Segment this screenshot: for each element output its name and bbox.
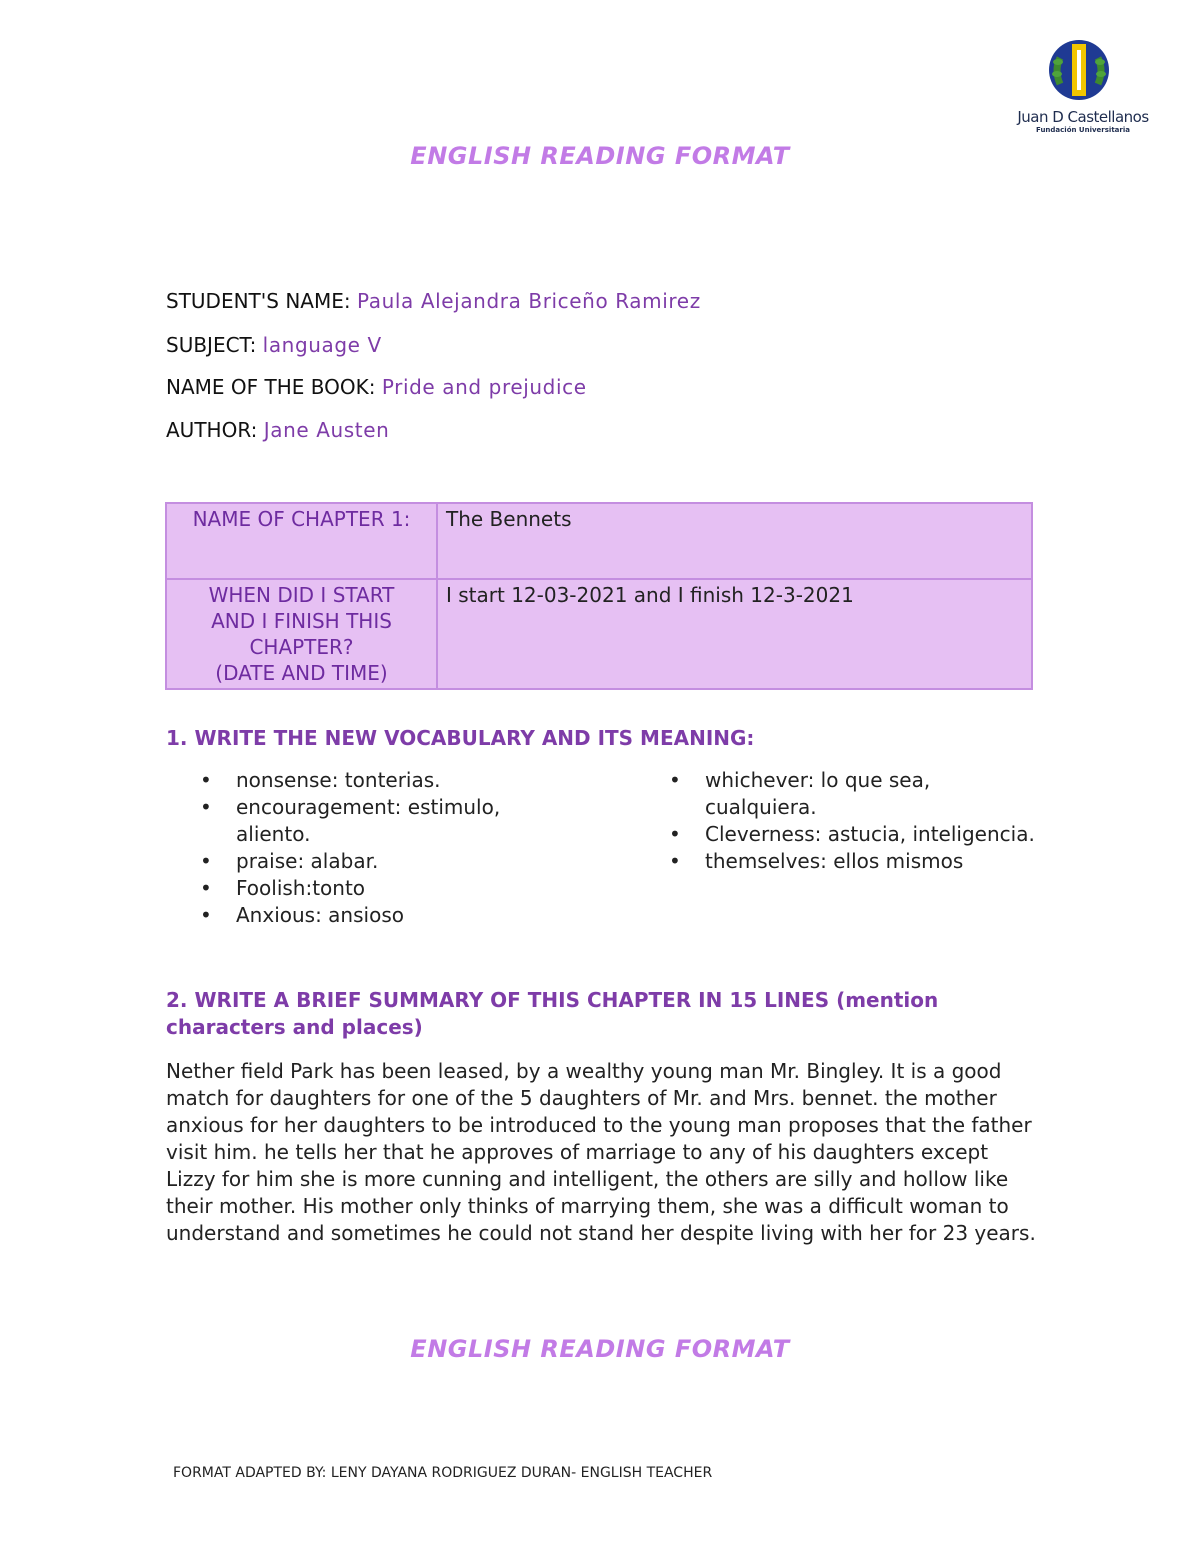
- subject-label: SUBJECT:: [166, 333, 257, 357]
- list-item: • themselves: ellos mismos: [635, 848, 1035, 875]
- list-item: • whichever: lo que sea, cualquiera.: [635, 767, 1035, 821]
- vocabulary-list-right: [635, 767, 1035, 875]
- book-label: NAME OF THE BOOK:: [166, 375, 376, 399]
- dates-value: I start 12-03-2021 and I finish 12-3-2021: [437, 579, 1032, 689]
- chapter-table: [165, 502, 1033, 690]
- footer-title: ENGLISH READING FORMAT: [410, 1335, 790, 1363]
- list-item: • Anxious: ansioso: [166, 902, 566, 929]
- dates-label-line: CHAPTER?: [249, 635, 354, 659]
- subject-value: language V: [262, 333, 382, 357]
- dates-label-line: (DATE AND TIME): [215, 661, 388, 685]
- chapter-label: NAME OF CHAPTER 1:: [166, 503, 437, 579]
- logo-name: Juan D Castellanos: [1017, 108, 1149, 126]
- list-item: • encouragement: estimulo, aliento.: [166, 794, 566, 848]
- dates-row: [166, 579, 1032, 689]
- logo-subtitle: Fundación Universitaria: [1036, 126, 1130, 134]
- dates-label-line: WHEN DID I START: [208, 583, 395, 607]
- summary-heading: 2. WRITE A BRIEF SUMMARY OF THIS CHAPTER IN 15 LINES (mention characters and places): [166, 988, 939, 1039]
- vocabulary-heading: 1. WRITE THE NEW VOCABULARY AND ITS MEANING:: [166, 726, 755, 750]
- subject-line: [166, 333, 382, 357]
- chapter-value: The Bennets: [437, 503, 1032, 579]
- author-line: AUTHOR: Jane Austen: [166, 418, 390, 442]
- dates-label: [166, 579, 437, 689]
- dates-label-line: AND I FINISH THIS: [211, 609, 392, 633]
- list-item: • nonsense: tonterias.: [166, 767, 566, 794]
- university-logo: [1008, 38, 1158, 158]
- book-value: Pride and prejudice: [381, 375, 587, 399]
- chapter-row: [166, 503, 1032, 579]
- summary-text: Nether field Park has been leased, by a wealthy young man Mr. Bingley. It is a good match for daughters for one of the 5 daughters of Mr. and Mrs. bennet. the mother anxious for her daughters to be introduced to the young man proposes that the father visit him. he tells her that he approves of marriage to any of his daughters except Lizzy for him she is more cunning and intelligent, the others are silly and hollow like their mother. His mother only thinks of marrying them, she was a difficult woman to understand and sometimes he could not stand her despite living with her for 23 years.: [166, 1059, 1036, 1245]
- student-name-value: Paula Alejandra Briceño Ramirez: [356, 289, 701, 313]
- list-item: • Cleverness: astucia, inteligencia.: [635, 821, 1035, 848]
- page-title: ENGLISH READING FORMAT: [410, 142, 790, 170]
- list-item: • praise: alabar.: [166, 848, 566, 875]
- author-value: Jane Austen: [263, 418, 390, 442]
- list-item: • Foolish:tonto: [166, 875, 566, 902]
- vocabulary-list-left: [166, 767, 566, 929]
- logo-emblem-icon: [1008, 38, 1158, 108]
- author-label: AUTHOR: [166, 418, 251, 442]
- book-line: [166, 375, 587, 399]
- student-name-line: [166, 289, 701, 313]
- footer-credit: FORMAT ADAPTED BY: LENY DAYANA RODRIGUEZ DURAN- ENGLISH TEACHER: [173, 1465, 713, 1481]
- student-name-label: STUDENT'S NAME:: [166, 289, 351, 313]
